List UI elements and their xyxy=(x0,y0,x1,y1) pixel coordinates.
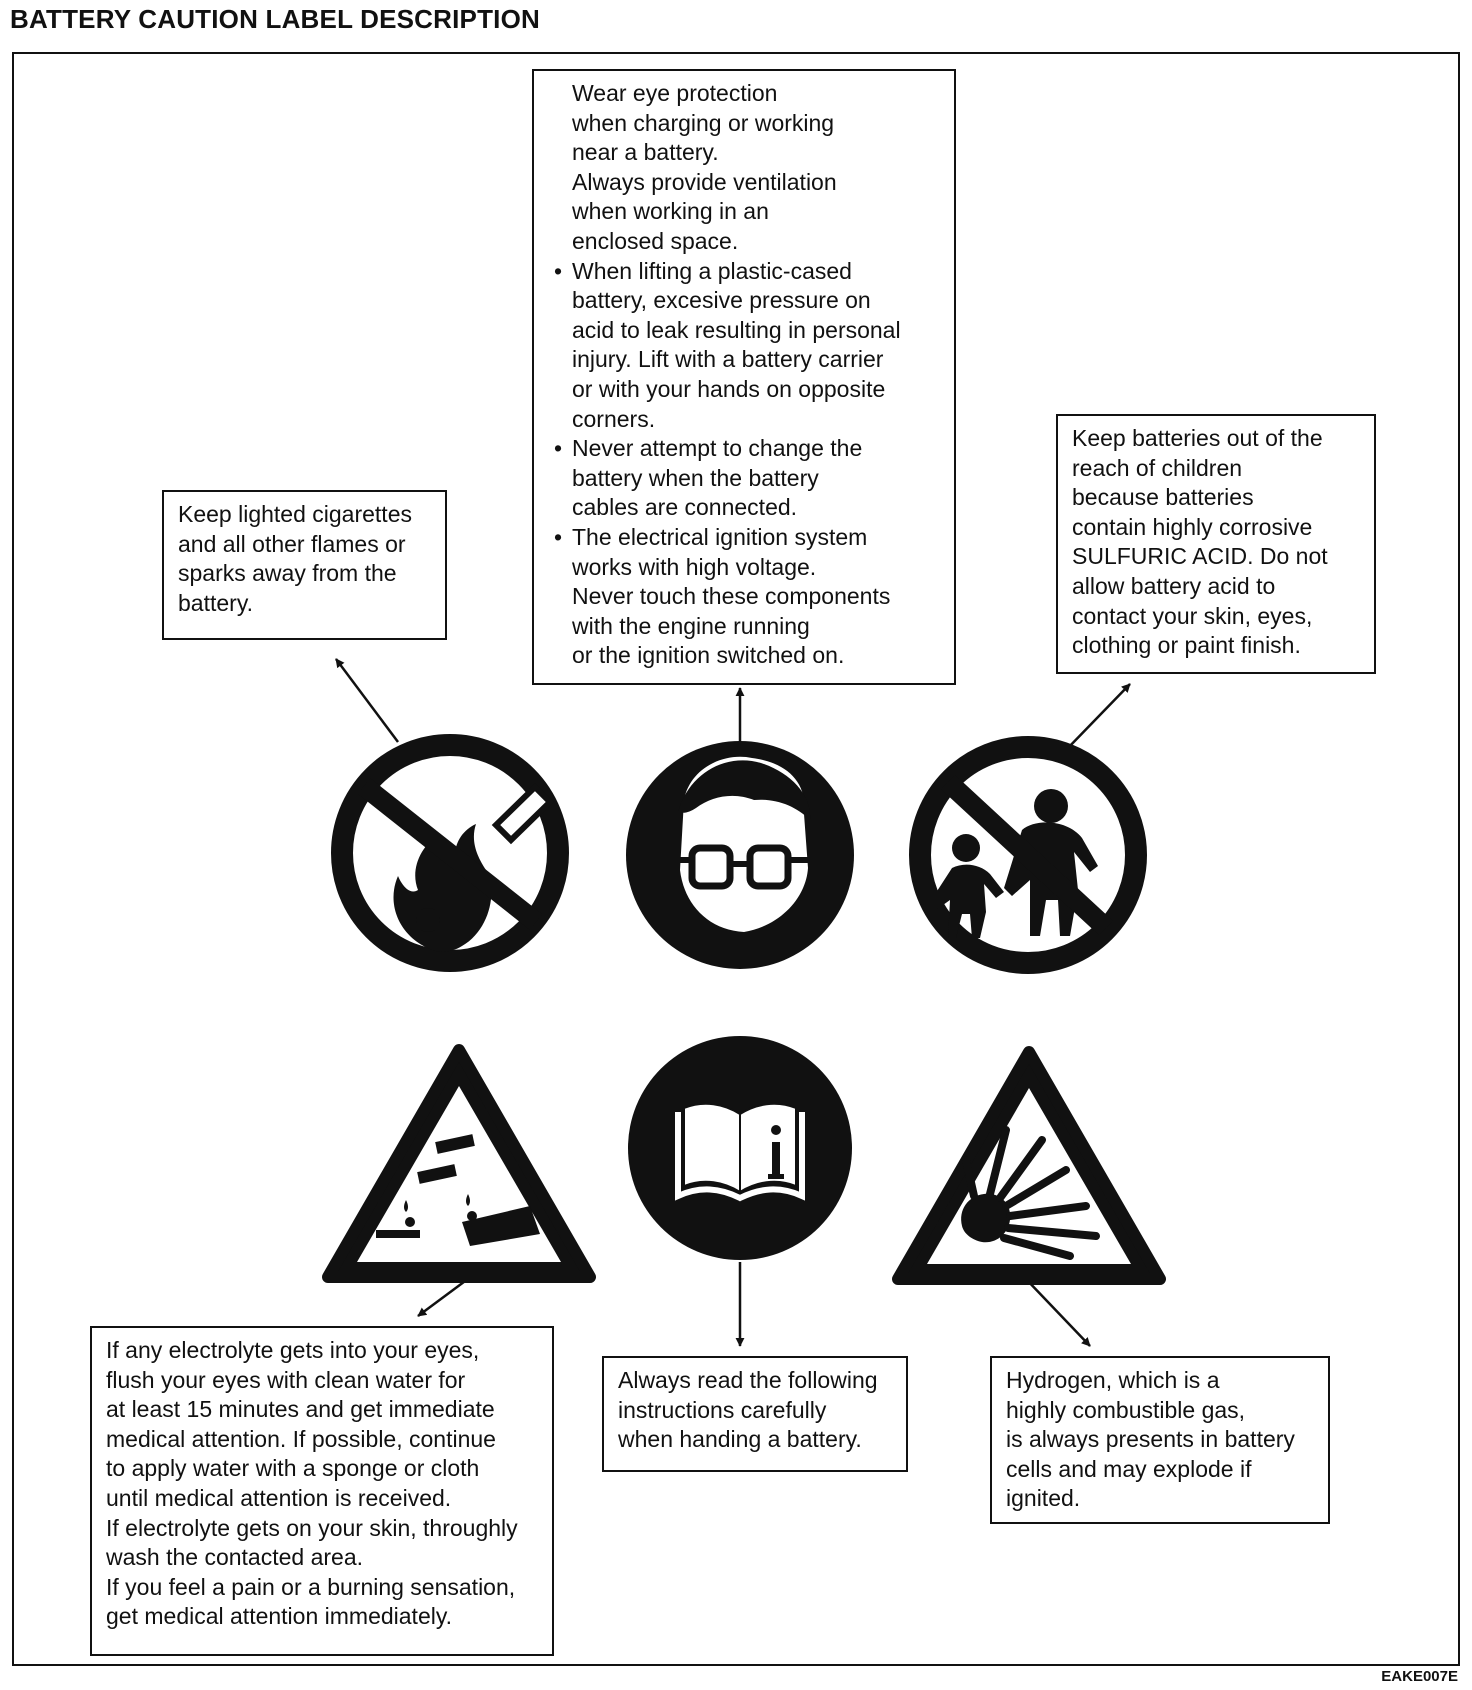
electrolyte-caution-line: to apply water with a sponge or cloth xyxy=(106,1455,480,1482)
hydrogen-caution-line: Hydrogen, which is a xyxy=(1006,1367,1220,1393)
electrolyte-caution-line: wash the contacted area. xyxy=(106,1544,363,1571)
eye-protection-caution-box xyxy=(532,69,956,685)
children-caution-line: SULFURIC ACID. Do not xyxy=(1072,543,1328,570)
children-caution-box xyxy=(1056,414,1376,674)
eye-caution-line: when charging or working xyxy=(572,109,835,136)
electrolyte-caution-line: until medical attention is received. xyxy=(106,1484,452,1511)
bullet-line: cables are connected. xyxy=(572,494,798,521)
children-caution-line: contain highly corrosive xyxy=(1072,513,1313,540)
eye-caution-bullet xyxy=(552,523,942,671)
hydrogen-caution-box xyxy=(990,1356,1330,1524)
no-flames-icon xyxy=(342,745,558,961)
read-instructions-box xyxy=(602,1356,908,1472)
arrow-to-children-box xyxy=(1066,684,1130,750)
hydrogen-caution-line: cells and may explode if xyxy=(1006,1455,1252,1482)
electrolyte-caution-line: medical attention. If possible, continue xyxy=(106,1425,496,1452)
bullet-line: • When lifting a plastic-cased xyxy=(572,257,852,284)
explosive-gas-icon xyxy=(898,1052,1160,1279)
children-caution-line: contact your skin, eyes, xyxy=(1072,602,1313,629)
electrolyte-caution-box xyxy=(90,1326,554,1656)
eye-caution-bullet xyxy=(552,257,942,435)
bullet-line: acid to leak resulting in personal xyxy=(572,316,901,343)
flames-caution-line: sparks away from the xyxy=(178,560,397,587)
bullet-line: injury. Lift with a battery carrier xyxy=(572,346,884,373)
flames-caution-box xyxy=(162,490,447,640)
arrow-to-hydrogen-box xyxy=(1025,1278,1090,1346)
keep-away-from-children-icon xyxy=(920,747,1136,963)
arrow-to-flames-box xyxy=(336,659,398,742)
children-caution-line: clothing or paint finish. xyxy=(1072,632,1301,659)
electrolyte-caution-line: flush your eyes with clean water for xyxy=(106,1366,466,1393)
bullet-line: • Never attempt to change the xyxy=(572,435,863,462)
flames-caution-line: battery. xyxy=(178,589,253,616)
bullet-line: battery when the battery xyxy=(572,464,819,491)
instructions-line: instructions carefully xyxy=(618,1396,827,1423)
children-caution-line: because batteries xyxy=(1072,484,1254,511)
bullet-line: or with your hands on opposite xyxy=(572,375,886,402)
electrolyte-caution-line: at least 15 minutes and get immediate xyxy=(106,1396,495,1423)
page-title: BATTERY CAUTION LABEL DESCRIPTION xyxy=(10,4,540,34)
read-manual-icon xyxy=(628,1036,852,1260)
flames-caution-line: Keep lighted cigarettes xyxy=(178,501,412,527)
eye-caution-line: Always provide ventilation xyxy=(572,168,837,195)
instructions-line: Always read the following xyxy=(618,1367,878,1393)
flames-caution-line: and all other flames or xyxy=(178,530,406,557)
figure-code: EAKE007E xyxy=(1381,1668,1458,1685)
hydrogen-caution-line: is always presents in battery xyxy=(1006,1426,1295,1453)
electrolyte-caution-line: get medical attention immediately. xyxy=(106,1603,453,1630)
bullet-line: works with high voltage. xyxy=(572,553,817,580)
eye-protection-icon xyxy=(626,741,854,969)
bullet-line: or the ignition switched on. xyxy=(572,642,845,669)
hydrogen-caution-line: ignited. xyxy=(1006,1485,1081,1512)
eye-caution-line: enclosed space. xyxy=(572,227,739,254)
corrosive-acid-icon xyxy=(328,1050,590,1277)
bullet-line: with the engine running xyxy=(572,612,810,639)
electrolyte-caution-line: If you feel a pain or a burning sensation, xyxy=(106,1573,516,1600)
bullet-line: corners. xyxy=(572,405,656,432)
children-caution-line: reach of children xyxy=(1072,454,1243,481)
children-caution-line: allow battery acid to xyxy=(1072,572,1276,599)
electrolyte-caution-line: If electrolyte gets on your skin, throughly xyxy=(106,1514,518,1541)
hydrogen-caution-line: highly combustible gas, xyxy=(1006,1396,1246,1423)
eye-caution-bullets xyxy=(552,257,942,671)
eye-caution-line: Wear eye protection xyxy=(572,80,778,106)
eye-caution-line: near a battery. xyxy=(572,139,719,166)
instructions-line: when handing a battery. xyxy=(618,1426,862,1453)
electrolyte-caution-line: If any electrolyte gets into your eyes, xyxy=(106,1337,480,1363)
children-caution-line: Keep batteries out of the xyxy=(1072,425,1323,451)
bullet-line: • The electrical ignition system xyxy=(572,523,868,550)
eye-caution-line: when working in an xyxy=(572,198,769,225)
bullet-line: battery, excesive pressure on xyxy=(572,287,871,314)
bullet-line: Never touch these components xyxy=(572,583,891,610)
eye-caution-bullet xyxy=(552,434,942,523)
